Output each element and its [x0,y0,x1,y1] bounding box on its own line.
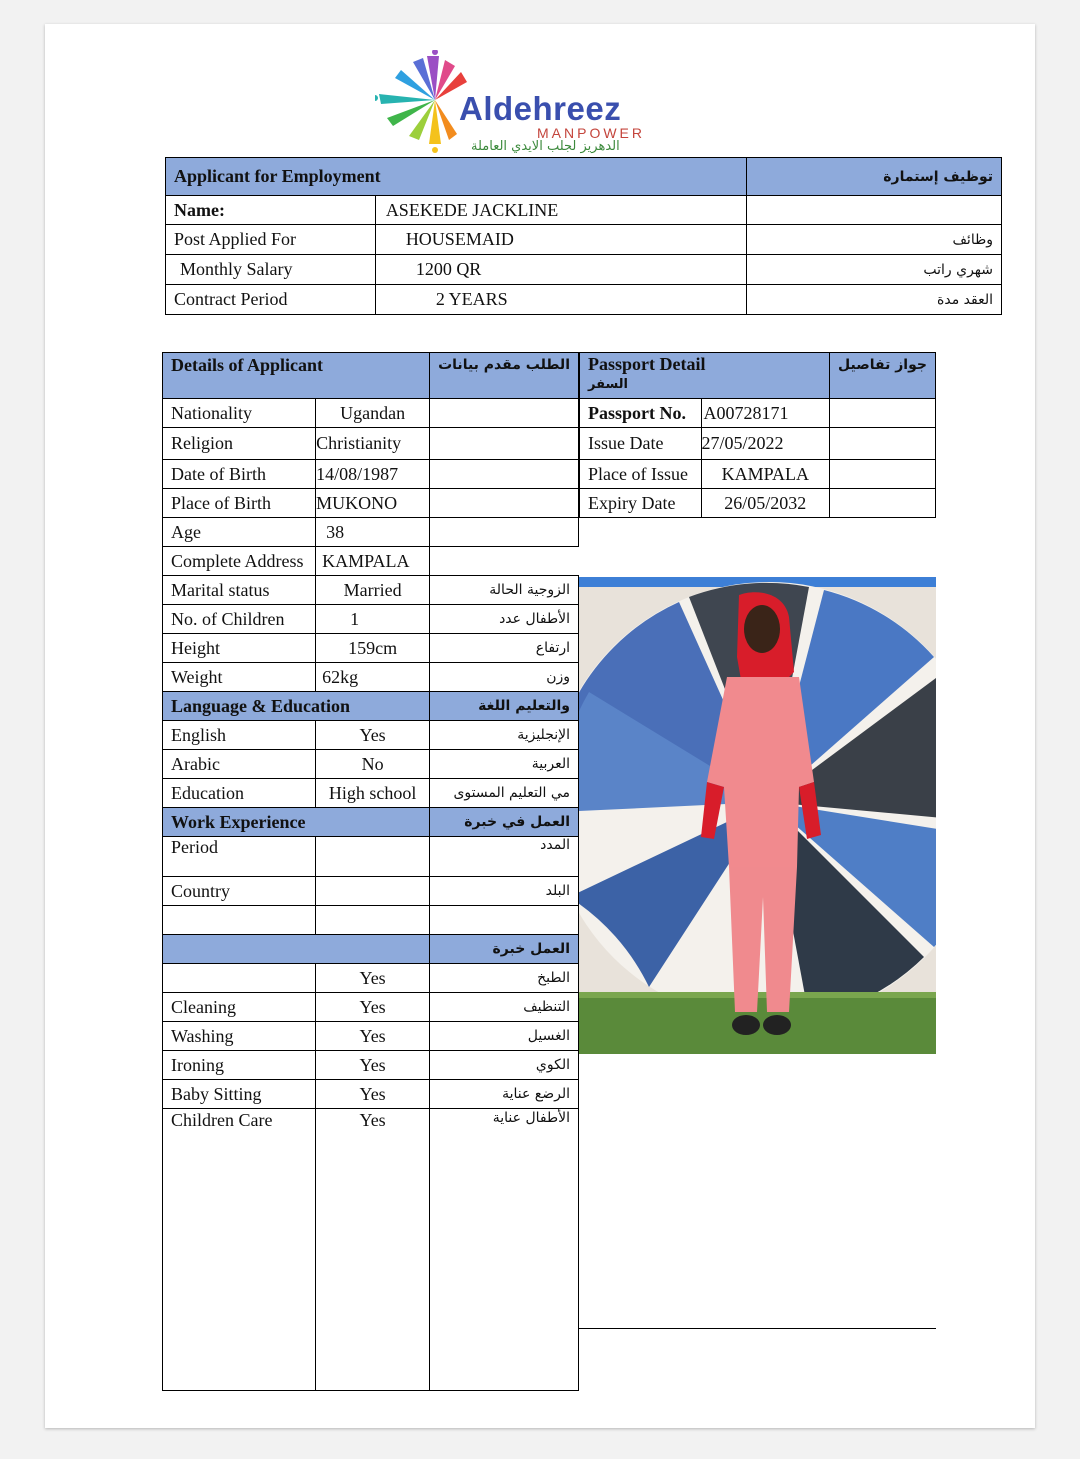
height-value: 159cm [316,634,430,663]
dob-value: 14/08/1987 [316,460,430,489]
cooking-ar: الطبخ [430,964,579,993]
expiry-label: Expiry Date [580,489,702,518]
pob-label: Place of Birth [163,489,316,518]
salary-value: 1200 QR [375,255,747,285]
english-ar: الإنجليزية [430,721,579,750]
religion-label: Religion [163,428,316,460]
arabic-label: Arabic [163,750,316,779]
language-title: Language & Education [163,692,430,721]
post-label: Post Applied For [166,225,376,255]
childcare-label: Children Care [163,1109,316,1391]
children-ar: الأطفال عدد [430,605,579,634]
contract-ar: العقد مدة [747,285,1002,315]
contract-value: 2 YEARS [375,285,747,315]
skill-label [163,964,316,993]
work-title-ar: العمل في خبرة [430,808,579,837]
applicant-photo [579,577,936,1054]
height-ar: ارتفاع [430,634,579,663]
expiry-value: 26/05/2032 [701,489,830,518]
issue-date-label: Issue Date [580,428,702,460]
children-label: No. of Children [163,605,316,634]
country-value [316,877,430,906]
employment-title: Applicant for Employment [166,158,747,196]
religion-ar [430,428,579,460]
age-label: Age [163,518,316,547]
cleaning-ar: التنظيف [430,993,579,1022]
ironing-value: Yes [316,1051,430,1080]
passport-title: Passport Detail [588,354,706,374]
passport-title-ar2: السفر [588,377,629,392]
passport-no-value: A00728171 [701,399,830,428]
contract-label: Contract Period [166,285,376,315]
marital-ar: الزوجية الحالة [430,576,579,605]
english-label: English [163,721,316,750]
language-title-ar: والتعليم اللغة [430,692,579,721]
ironing-label: Ironing [163,1051,316,1080]
education-ar: مي التعليم المستوى [430,779,579,808]
nationality-value: Ugandan [316,399,430,428]
post-ar: وظائف [747,225,1002,255]
passport-table [579,352,936,518]
ironing-ar: الكوي [430,1051,579,1080]
country-label: Country [163,877,316,906]
period-value [316,837,430,877]
details-title-ar: الطلب مقدم بيانات [430,353,579,399]
name-label: Name: [166,196,376,225]
height-label: Height [163,634,316,663]
nationality-ar [430,399,579,428]
period-ar: المدد [430,837,579,877]
post-value: HOUSEMAID [375,225,747,255]
passport-no-label: Passport No. [580,399,702,428]
skills-title-ar: العمل خبرة [430,935,579,964]
salary-label: Monthly Salary [166,255,376,285]
details-title: Details of Applicant [163,353,430,399]
age-ar [430,518,579,547]
childcare-ar: الأطفال عناية [430,1109,579,1391]
address-value: KAMPALA [316,547,430,576]
marital-label: Marital status [163,576,316,605]
country-ar: البلد [430,877,579,906]
passport-title-cell [580,353,830,399]
dob-label: Date of Birth [163,460,316,489]
washing-value: Yes [316,1022,430,1051]
logo-arabic: الدهريز لجلب الايدي العاملة [471,139,620,154]
place-issue-label: Place of Issue [580,460,702,489]
religion-value: Christianity [316,428,430,460]
address-label: Complete Address [163,547,316,576]
logo-subtitle: MANPOWER [537,125,645,141]
babysitting-ar: الرضع عناية [430,1080,579,1109]
details-table [162,352,579,1391]
employment-table [165,157,1002,315]
logo-brand: Aldehreez [459,90,622,127]
name-ar [747,196,1002,225]
passport-title-ar: جواز تفاصيل [830,353,936,399]
cleaning-value: Yes [316,993,430,1022]
weight-label: Weight [163,663,316,692]
applicant-photo-image [579,577,936,1054]
nationality-label: Nationality [163,399,316,428]
age-value: 38 [316,518,430,547]
table-bottom-line [579,1328,936,1329]
weight-value: 62kg [316,663,430,692]
childcare-value: Yes [316,1109,430,1391]
dob-ar [430,460,579,489]
babysitting-label: Baby Sitting [163,1080,316,1109]
employment-title-ar: توظيف إستمارة [747,158,1002,196]
cooking-value: Yes [316,964,430,993]
name-value: ASEKEDE JACKLINE [375,196,747,225]
education-label: Education [163,779,316,808]
babysitting-value: Yes [316,1080,430,1109]
place-issue-value: KAMPALA [701,460,830,489]
pob-value: MUKONO [316,489,430,518]
work-title: Work Experience [163,808,430,837]
issue-date-value: 27/05/2022 [701,428,830,460]
arabic-value: No [316,750,430,779]
education-value: High school [316,779,430,808]
arabic-ar: العربية [430,750,579,779]
cleaning-label: Cleaning [163,993,316,1022]
children-value: 1 [316,605,430,634]
english-value: Yes [316,721,430,750]
company-logo [375,50,715,158]
salary-ar: شهري راتب [747,255,1002,285]
pob-ar [430,489,579,518]
washing-ar: الغسيل [430,1022,579,1051]
marital-value: Married [316,576,430,605]
washing-label: Washing [163,1022,316,1051]
weight-ar: وزن [430,663,579,692]
period-label: Period [163,837,316,877]
